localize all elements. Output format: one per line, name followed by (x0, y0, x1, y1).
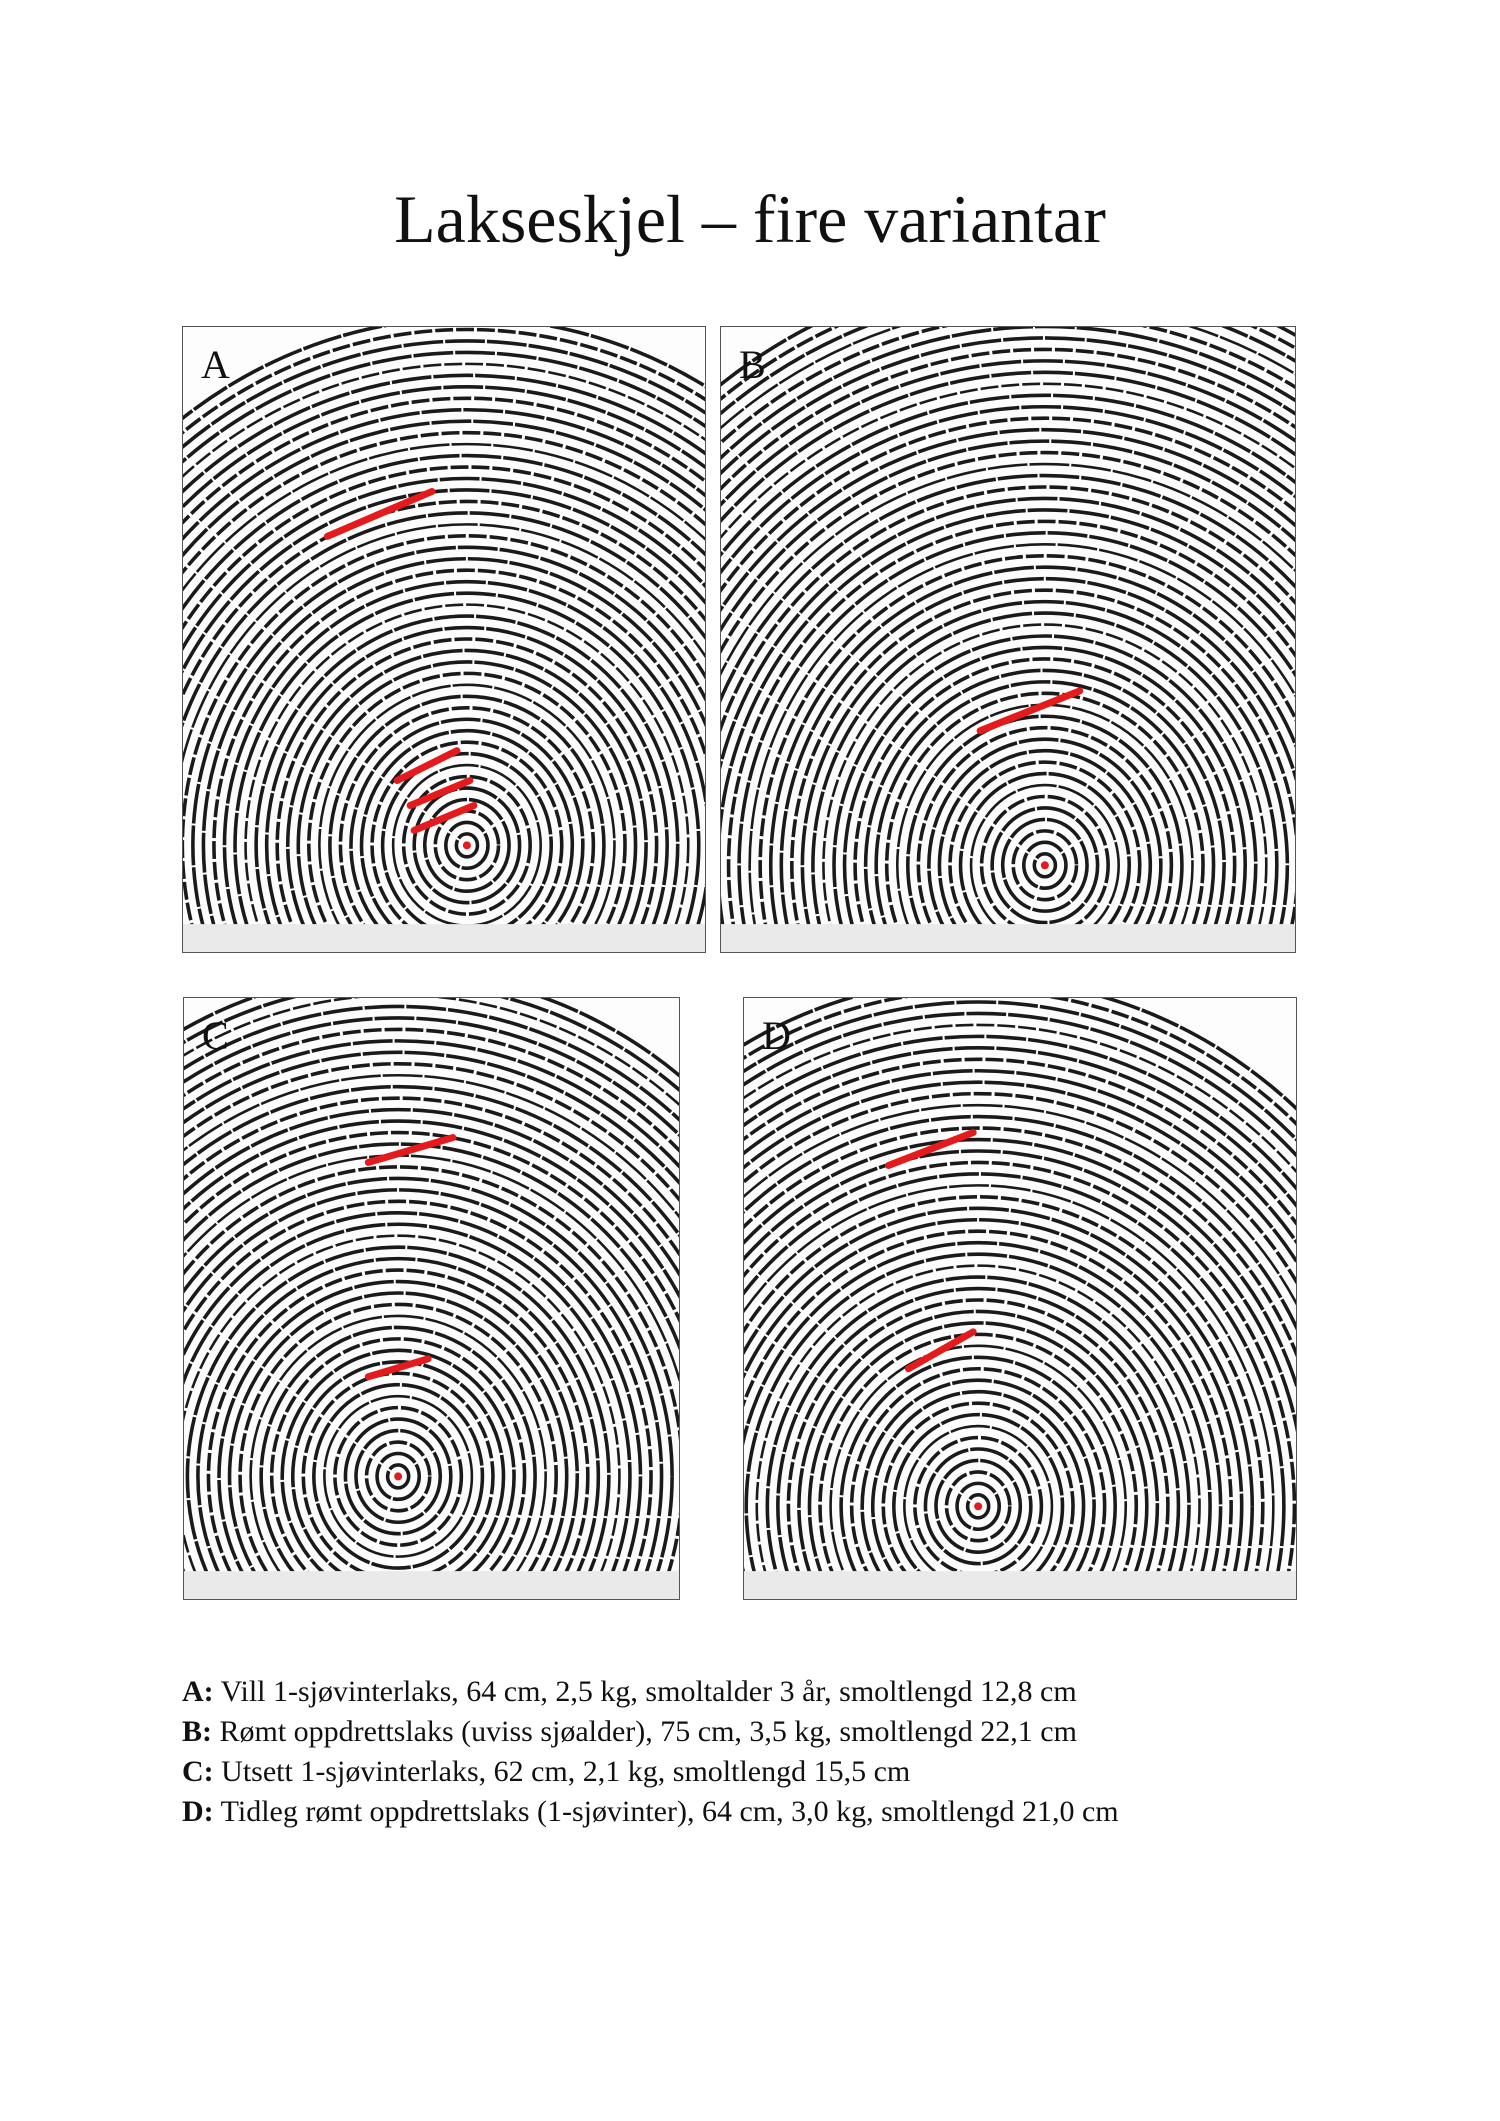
caption-key-b: B: (182, 1715, 212, 1748)
scale-focus (463, 841, 471, 849)
scale-drawing-c (184, 998, 679, 1599)
caption-block (182, 1672, 1119, 1832)
caption-text-d: Tidleg rømt oppdrettslaks (1-sjøvinter), 64 cm, 3,0 kg, smoltlengd 21,0 cm (213, 1795, 1119, 1828)
panel-label-c: C (202, 1013, 229, 1058)
scale-edge (721, 924, 1295, 952)
scale-image-c (183, 997, 680, 1600)
scale-edge (183, 924, 705, 952)
scale-focus (974, 1502, 982, 1510)
caption-b (182, 1712, 1119, 1752)
caption-text-b: Rømt oppdrettslaks (uviss sjøalder), 75 cm, 3,5 kg, smoltlengd 22,1 cm (212, 1715, 1077, 1748)
scale-focus (394, 1472, 402, 1480)
scale-drawing-b (721, 327, 1295, 952)
caption-text-a: Vill 1-sjøvinterlaks, 64 cm, 2,5 kg, smoltalder 3 år, smoltlengd 12,8 cm (213, 1675, 1077, 1708)
caption-key-a: A: (182, 1675, 214, 1708)
caption-key-c: C: (182, 1755, 214, 1788)
scale-focus (1041, 861, 1049, 869)
panel-label-d: D (762, 1013, 791, 1058)
scale-edge (744, 1571, 1296, 1599)
caption-d (182, 1792, 1119, 1832)
caption-c (182, 1752, 1119, 1792)
scale-image-d (743, 997, 1297, 1600)
caption-key-d: D: (182, 1795, 214, 1828)
page-title: Lakseskjel – fire variantar (394, 181, 1106, 257)
scale-image-a (182, 326, 706, 953)
scale-drawing-d (744, 998, 1296, 1599)
panel-label-a: A (201, 342, 230, 387)
scale-drawing-a (183, 327, 705, 952)
caption-text-c: Utsett 1-sjøvinterlaks, 62 cm, 2,1 kg, smoltlengd 15,5 cm (213, 1755, 911, 1788)
scale-image-b (720, 326, 1296, 953)
scale-edge (184, 1571, 679, 1599)
panel-label-b: B (739, 342, 766, 387)
caption-a (182, 1672, 1119, 1712)
